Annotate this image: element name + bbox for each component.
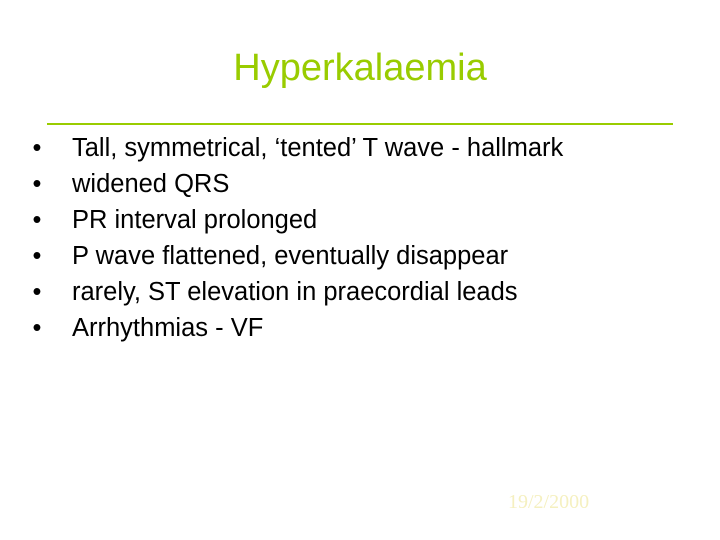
bullet-text: widened QRS	[72, 170, 230, 198]
bullet-item	[27, 238, 687, 274]
bullet-icon: •	[32, 278, 42, 306]
bullet-item	[27, 202, 687, 238]
bullet-item	[27, 274, 687, 310]
bullet-icon: •	[32, 134, 42, 162]
bullet-text: PR interval prolonged	[72, 206, 318, 234]
bullet-item	[27, 166, 687, 202]
bullet-icon: •	[32, 242, 42, 270]
bullet-text: Tall, symmetrical, ‘tented’ T wave - hallmark	[72, 134, 564, 162]
bullet-icon: •	[32, 314, 42, 342]
bullet-item	[27, 310, 687, 346]
bullet-list	[27, 130, 687, 346]
slide-date: 19/2/2000	[508, 491, 590, 513]
bullet-icon: •	[32, 170, 42, 198]
bullet-item	[27, 130, 687, 166]
slide-title: Hyperkalaemia	[233, 47, 487, 89]
bullet-text: P wave flattened, eventually disappear	[72, 242, 509, 270]
bullet-text: Arrhythmias - VF	[72, 314, 264, 342]
bullet-text: rarely, ST elevation in praecordial leads	[72, 278, 518, 306]
title-divider	[47, 123, 673, 125]
bullet-icon: •	[32, 206, 42, 234]
